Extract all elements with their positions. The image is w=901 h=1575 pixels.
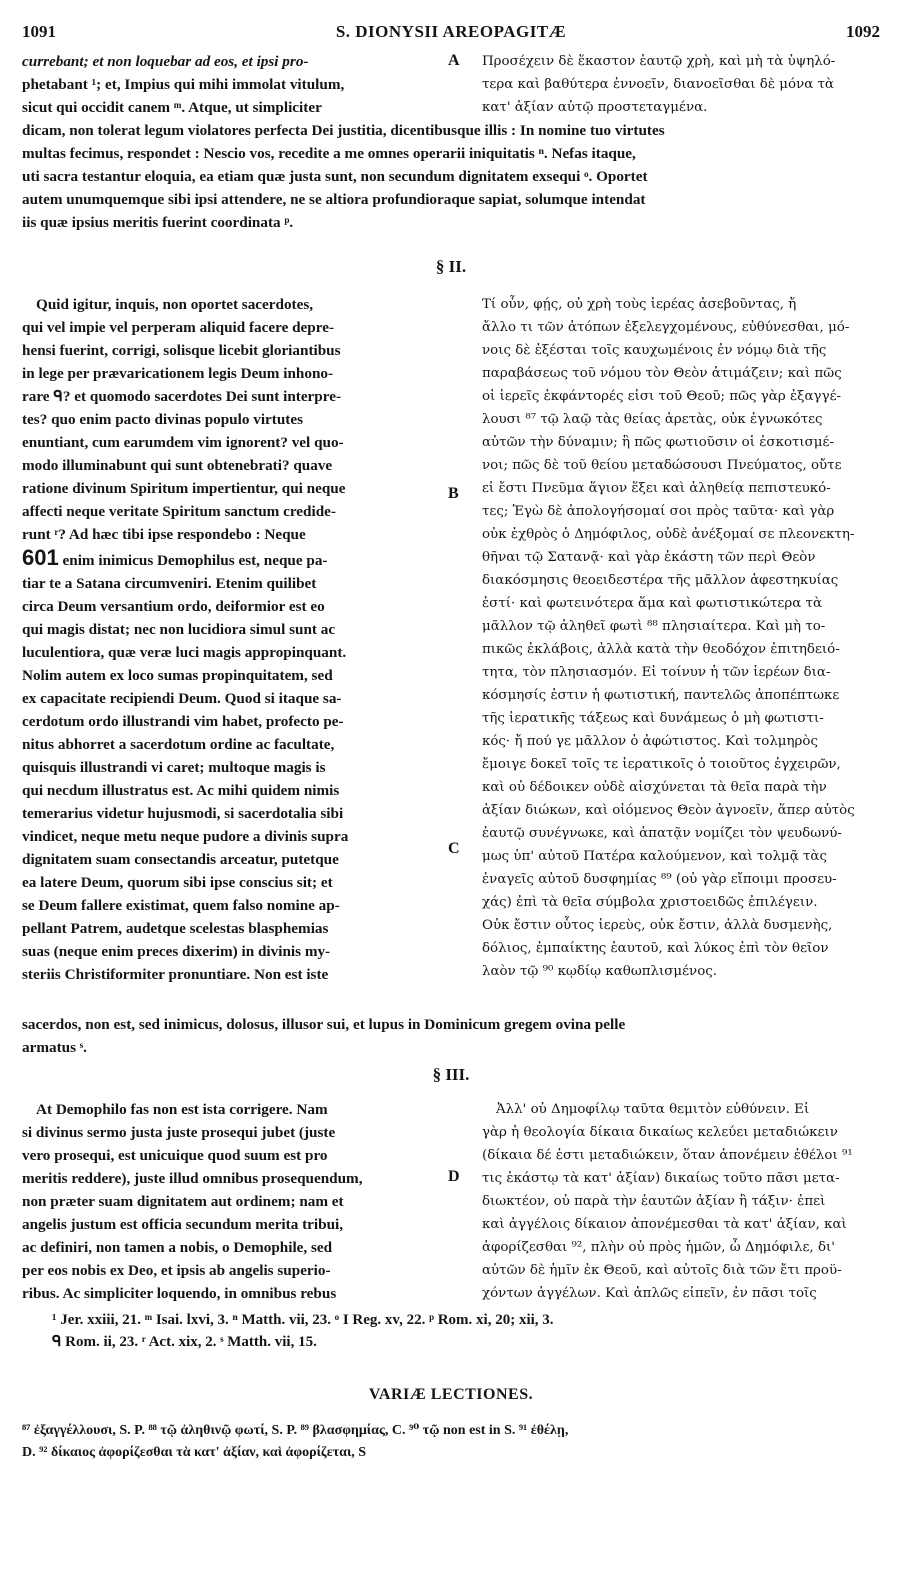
text-line: Nolim autem ex loco sumas propinquitatem, sed — [22, 667, 333, 684]
text-line: ἔμοιγε δοκεῖ τοῖς τε ἱερατικοῖς ὁ τοιοῦτος ἐγχειρῶν, — [482, 757, 841, 772]
text-line: autem unumquemque sibi ipsi attendere, ne se altiora profundioraque sapiat, solumque intendat — [22, 191, 646, 208]
text-line: iis quæ ipsius meritis fuerint coordinata ᵖ. — [22, 214, 294, 231]
text-line: δόλιος, ἐμπαίκτης ἑαυτοῦ, καὶ λύκος ἐπὶ τὸν θεῖον — [482, 941, 829, 956]
column-number: 601 — [22, 545, 59, 570]
margin-marker-b: B — [448, 485, 459, 502]
text-line: per eos nobis ex Deo, et ipsis ab angelis superio- — [22, 1262, 331, 1279]
text-line: modo illuminabunt qui sunt obtenebrati? quave — [22, 457, 333, 474]
section2-latin-column — [22, 293, 440, 986]
text-line: ἀφορίζεσθαι ⁹², πλὴν οὐ πρὸς ἡμῶν, ὦ Δημόφιλε, δι' — [482, 1240, 835, 1255]
text-line: quisquis illustrandi vi caret; multoque magis is — [22, 759, 326, 776]
text-line: suas (neque enim preces dixerim) in divinis my- — [22, 943, 331, 960]
text-line: ἀξίαν διώκων, καὶ οἰόμενος Θεὸν ἀγνοεῖν, ἅπερ αὐτὸς — [482, 803, 855, 818]
text-line: χάς) ἐπὶ τὰ θεῖα σύμβολα χριστοειδῶς ἐπιλέγειν. — [482, 895, 818, 910]
text-line: τερα καὶ βαθύτερα ἐννοεῖν, διανοεῖσθαι δὲ μόνα τὰ — [482, 77, 834, 92]
text-line: ἐναγεῖς αὐτοῦ δυσφημίας ⁸⁹ (οὐ γὰρ εἴποιμι προσευ- — [482, 872, 837, 887]
text-line: Ἀλλ' οὐ Δημοφίλῳ ταῦτα θεμιτὸν εὐθύνειν. Εἰ — [496, 1102, 810, 1117]
top-greek-column — [482, 50, 882, 119]
section-heading-3: § III. — [432, 1065, 470, 1084]
text-line: ἐστί· καὶ φωτεινότερα ἅμα καὶ φωτιστικώτερα τὰ — [482, 596, 822, 611]
text-line: μως ὑπ' αὐτοῦ Πατέρα καλούμενον, καὶ τολμᾷ τὰς — [482, 849, 827, 864]
text-line: uti sacra testantur eloquia, ea etiam quæ justa sunt, non secundum dignitatem exsequi ᵒ. Oportet — [22, 168, 648, 185]
text-line: cerdotum ordo illustrandi vim habet, profecto pe- — [22, 713, 344, 730]
text-line: τες; Ἐγὼ δὲ ἀπολογήσομαί σοι πρὸς ταῦτα· καὶ γὰρ — [482, 504, 835, 519]
margin-marker-c: C — [448, 840, 460, 857]
text-line: tiar te a Satana circumveniri. Etenim quilibet — [22, 575, 317, 592]
text-line: διακόσμησις θεοειδεστέρα τῆς μᾶλλον ἀφεστηκυίας — [482, 573, 839, 588]
text-line: γὰρ ἡ θεολογία δίκαια δικαίως κελεύει μεταδιώκειν — [482, 1125, 838, 1140]
text-line: si divinus sermo justa juste prosequi jubet (juste — [22, 1124, 336, 1141]
footnote-line: ᑫ Rom. ii, 23. ʳ Act. xix, 2. ˢ Matth. vii, 15. — [52, 1334, 317, 1350]
text-line: νοι; πῶς δὲ τοῦ θείου μεταδώσουσι Πνεύματος, οὔτε — [482, 458, 842, 473]
text-line: currebant; et non loquebar ad eos, et ipsi pro- — [22, 53, 309, 70]
text-line: νοις δὲ ἐξέσται τοῖς καυχωμένοις ἐν νόμῳ διὰ τῆς — [482, 343, 827, 358]
text-line: αὐτῶν δὲ ἡμῖν ἐκ Θεοῦ, καὶ αὐτοῖς διὰ τῶν ἔτι προϋ- — [482, 1263, 842, 1278]
text-line: At Demophilo fas non est ista corrigere. Nam — [36, 1101, 328, 1118]
text-line: μᾶλλον τῷ ἀληθεῖ φωτὶ ⁸⁸ πλησιαίτερα. Καὶ μὴ το- — [482, 619, 826, 634]
text-line: dicam, non tolerat legum violatores perfecta Dei justitia, dicentibusque illis : In nomine tuo virtutes — [22, 122, 665, 139]
text-line: κόσμησίς ἐστιν ἡ φωτιστική, παντελῶς ἀποπέπτωκε — [482, 688, 840, 703]
text-line: ac definiri, non tamen a nobis, o Demophile, sed — [22, 1239, 333, 1256]
text-line: θῆναι τῷ Σατανᾷ· καὶ γὰρ ἑκάστη τῶν περὶ Θεὸν — [482, 550, 816, 565]
text-line: rare ᑫ? et quomodo sacerdotes Dei sunt interpre- — [22, 388, 342, 405]
text-line: Quid igitur, inquis, non oportet sacerdotes, — [36, 296, 314, 313]
section3-greek-column — [482, 1098, 882, 1305]
text-line: οὐκ ἐχθρὸς ὁ Δημόφιλος, οὐδὲ ἀνέξομαί σε πλεονεκτη- — [482, 527, 855, 542]
text-line: αὐτῶν τὴν δύναμιν; ἢ πῶς φωτιοῦσιν οἱ ἐσκοτισμέ- — [482, 435, 834, 450]
text-line: hensi fuerint, corrigi, solisque licebit gloriantibus — [22, 342, 341, 359]
text-line: multas fecimus, respondet : Nescio vos, recedite a me omnes operarii iniquitatis ⁿ. Nefas itaque, — [22, 145, 636, 162]
text-line: dignitatem suam consectandis arceatur, putetque — [22, 851, 339, 868]
running-header — [22, 22, 880, 48]
text-line: Προσέχειν δὲ ἕκαστον ἑαυτῷ χρὴ, καὶ μὴ τὰ ὑψηλό- — [482, 54, 836, 69]
text-line: παραβάσεως τοῦ νόμου τὸν Θεὸν ἀτιμάζειν; καὶ πῶς — [482, 366, 842, 381]
section2-full-width-text — [22, 1013, 880, 1059]
text-line: τῆς ἱερατικῆς τάξεως καὶ δυνάμεως ὁ μὴ φωτιστι- — [482, 711, 824, 726]
text-line: λουσι ⁸⁷ τῷ λαῷ τὰς θείας ἀρετὰς, οὐκ ἐγνωκότες — [482, 412, 823, 427]
text-line: qui necdum illustratus est. Ac mihi quidem nimis — [22, 782, 340, 799]
text-line: qui magis distat; nec non lucidiora simul sunt ac — [22, 621, 336, 638]
text-line: ἄλλο τι τῶν ἀτόπων ἐξελεγχομένους, εὐθύνεσθαι, μό- — [482, 320, 850, 335]
text-line: κός· ἤ πού γε μᾶλλον ὁ ἀφώτιστος. Καὶ τολμηρὸς — [482, 734, 818, 749]
variae-lectiones-title: VARIÆ LECTIONES. — [368, 1386, 534, 1403]
text-line: διωκτέον, οὐ παρὰ τὴν ἑαυτῶν ἀξίαν ἢ τάξιν· ἐπεὶ — [482, 1194, 826, 1209]
text-line: καὶ ἀγγέλοις δίκαιον ἀπονέμεσθαι τὰ κατ' ἀξίαν, καὶ — [482, 1217, 847, 1232]
text-line: κατ' ἀξίαν αὐτῷ προστεταγμένα. — [482, 100, 708, 115]
text-line: πικῶς ἐκλάβοις, ἀλλὰ κατὰ τὴν θεοδόχον ἐπιτηδειό- — [482, 642, 840, 657]
text-line: angelis justum est officia secundum merita tribui, — [22, 1216, 344, 1233]
text-line: enuntiant, cum earumdem vim ignorent? vel quo- — [22, 434, 344, 451]
text-line: ratione divinum Spiritum impertientur, qui neque — [22, 480, 346, 497]
footnotes — [52, 1309, 882, 1353]
text-line: Οὐκ ἔστιν οὗτος ἱερεὺς, οὐκ ἔστιν, ἀλλὰ δυσμενὴς, — [482, 918, 833, 933]
text-line: phetabant ¹; et, Impius qui mihi immolat vitulum, — [22, 76, 345, 93]
text-line: vindicet, neque metu neque pudore a divinis supra — [22, 828, 349, 845]
text-line: temerarius videtur hujusmodi, si sacerdotalia sibi — [22, 805, 344, 822]
top-full-width-text — [22, 119, 880, 234]
text-line: χόντων ἀγγέλων. Καὶ ἁπλῶς εἰπεῖν, ἐν πᾶσι τοῖς — [482, 1286, 817, 1301]
text-line: sacerdos, non est, sed inimicus, dolosus, illusor sui, et lupus in Dominicum gregem ovina pelle — [22, 1016, 626, 1033]
running-title: S. DIONYSII AREOPAGITÆ — [335, 22, 567, 41]
text-line: ea latere Deum, quorum sibi ipse conscius sit; et — [22, 874, 333, 891]
text-line: non præter suam dignitatem aut ordinem; nam et — [22, 1193, 344, 1210]
text-line: Τί οὖν, φῄς, οὐ χρὴ τοὺς ἱερέας ἀσεβοῦντας, ἤ — [482, 297, 797, 312]
footnote-line: ¹ Jer. xxiii, 21. ᵐ Isai. lxvi, 3. ⁿ Matth. vii, 23. ᵒ I Reg. xv, 22. ᵖ Rom. xi, 20; xii, 3. — [52, 1312, 554, 1328]
page-number-right: 1092 — [846, 22, 880, 41]
text-line-body: enim inimicus Demophilus est, neque pa- — [62, 552, 328, 569]
variant-line: ⁸⁷ ἐξαγγέλλουσι, S. P. ⁸⁸ τῷ ἀληθινῷ φωτί, S. P. ⁸⁹ βλασφημίας, C. ⁹⁰ τῷ non est in S. ⁹¹ ἐθέλῃ, — [22, 1423, 569, 1438]
text-line — [22, 546, 440, 572]
text-line: pellant Patrem, audetque scelestas blasphemias — [22, 920, 329, 937]
text-line: vero prosequi, est unicuique quod suum est pro — [22, 1147, 328, 1164]
text-line: luculentiora, quæ veræ luci magis appropinquant. — [22, 644, 347, 661]
text-line: λαὸν τῷ ⁹⁰ κῳδίῳ καθωπλισμένος. — [482, 964, 718, 979]
text-line: se Deum fallere existimat, quem falso nomine ap- — [22, 897, 340, 914]
text-line: καὶ οὐ δέδοικεν οὐδὲ αἰσχύνεται τὰ θεῖα παρὰ τὴν — [482, 780, 827, 795]
page — [22, 0, 880, 1575]
text-line: εἰ ἔστι Πνεῦμα ἅγιον ἕξει καὶ ἀληθείᾳ πεπιστευκό- — [482, 481, 831, 496]
text-line: meritis reddere), juste illud omnibus prosequendum, — [22, 1170, 363, 1187]
text-line: circa Deum versantium ordo, deiformior est eo — [22, 598, 325, 615]
text-line: qui vel impie vel perperam aliquid facere depre- — [22, 319, 335, 336]
text-line: ex capacitate recipiendi Deum. Quod si itaque sa- — [22, 690, 342, 707]
section3-latin-column — [22, 1098, 440, 1305]
text-line: runt ʳ? Ad hæc tibi ipse respondebo : Neque — [22, 526, 306, 543]
section-heading-2: § II. — [435, 257, 467, 276]
text-line: steriis Christiformiter pronuntiare. Non est iste — [22, 966, 329, 983]
text-line: affecti neque veritate Spiritum sanctum credide- — [22, 503, 336, 520]
text-line: (δίκαια δέ ἐστι μεταδιώκειν, ὅταν ἀπονέμειν ἐθέλοι ⁹¹ — [482, 1148, 853, 1163]
margin-marker-a: A — [448, 52, 460, 69]
text-line: ribus. Ac simpliciter loquendo, in omnibus rebus — [22, 1285, 337, 1302]
text-line: armatus ˢ. — [22, 1039, 87, 1056]
top-latin-column — [22, 50, 440, 119]
text-line: ἑαυτῷ συνέγνωκε, καὶ ἀπατᾷν νομίζει τὸν ψευδωνύ- — [482, 826, 842, 841]
margin-marker-d: D — [448, 1168, 460, 1185]
text-line: tes? quo enim pacto divinas populo virtutes — [22, 411, 304, 428]
section2-greek-column — [482, 293, 882, 983]
text-line: nitus abhorret a sacerdotum ordine ac facultate, — [22, 736, 335, 753]
text-line: τητα, τὸν πλησιασμόν. Εἰ τοίνυν ἡ τῶν ἱερέων δια- — [482, 665, 831, 680]
page-number-left: 1091 — [22, 22, 56, 41]
text-line: in lege per prævaricationem legis Deum inhono- — [22, 365, 334, 382]
text-line: τις ἑκάστῳ τὰ κατ' ἀξίαν) δικαίως τοῦτο πᾶσι μετα- — [482, 1171, 840, 1186]
text-line: sicut qui occidit canem ᵐ. Atque, ut simpliciter — [22, 99, 322, 116]
variae-lectiones — [22, 1420, 880, 1464]
text-line: οἱ ἱερεῖς ἐκφάντορές εἰσι τοῦ Θεοῦ; πῶς γὰρ ἐξαγγέ- — [482, 389, 842, 404]
variant-line: D. ⁹² δίκαιος ἀφορίζεσθαι τὰ κατ' ἀξίαν, καὶ ἀφορίζεται, S — [22, 1445, 367, 1460]
